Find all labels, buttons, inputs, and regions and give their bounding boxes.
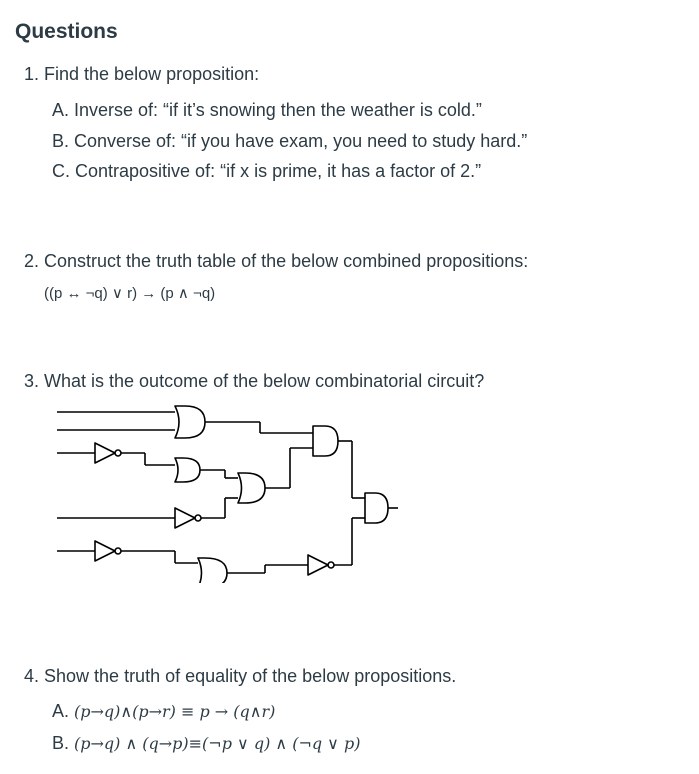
question-1-item-c: C. Contrapositive of: “if x is prime, it has a factor of 2.” (52, 161, 482, 181)
not-gate-2 (175, 508, 195, 528)
question-4-item-b (52, 733, 360, 754)
question-4-item-b-expression: (p→q) ∧ (q→p)≡(¬p ∨ q) ∧ (¬q ∨ p) (74, 734, 361, 753)
not-gate-1 (95, 443, 115, 463)
or-gate-4 (198, 558, 227, 583)
question-4-item-b-label: B. (52, 733, 75, 753)
question-4-item-a (52, 701, 275, 722)
or-gate-2 (175, 458, 200, 482)
question-4-item-a-expression: (p→q)∧(p→r) ≡ p → (q∧r) (74, 702, 276, 721)
question-4-item-a-label: A. (52, 701, 75, 721)
not-gate-3 (95, 541, 115, 561)
question-2-title: 2. Construct the truth table of the below combined propositions: (24, 251, 529, 271)
not-gate-3-bubble (115, 548, 121, 554)
combinatorial-circuit-diagram (55, 398, 415, 583)
and-gate-output (365, 493, 388, 523)
questions-heading: Questions (15, 20, 118, 43)
not-gate-2-bubble (195, 515, 201, 521)
or-gate-3 (238, 473, 265, 503)
question-1-item-b: B. Converse of: “if you have exam, you need to study hard.” (52, 131, 528, 151)
question-2-formula: ((p ↔ ¬q) ∨ r) → (p ∧ ¬q) (44, 285, 216, 302)
not-gate-1-bubble (115, 450, 121, 456)
question-1-item-a: A. Inverse of: “if it’s snowing then the weather is cold.” (52, 100, 482, 120)
and-gate-1 (313, 426, 338, 456)
not-gate-4 (308, 555, 328, 575)
question-1-title: 1. Find the below proposition: (24, 64, 260, 84)
or-gate-1 (175, 406, 205, 438)
question-3-title: 3. What is the outcome of the below combinatorial circuit? (24, 371, 485, 391)
not-gate-4-bubble (328, 562, 334, 568)
question-4-title: 4. Show the truth of equality of the below propositions. (24, 666, 457, 686)
